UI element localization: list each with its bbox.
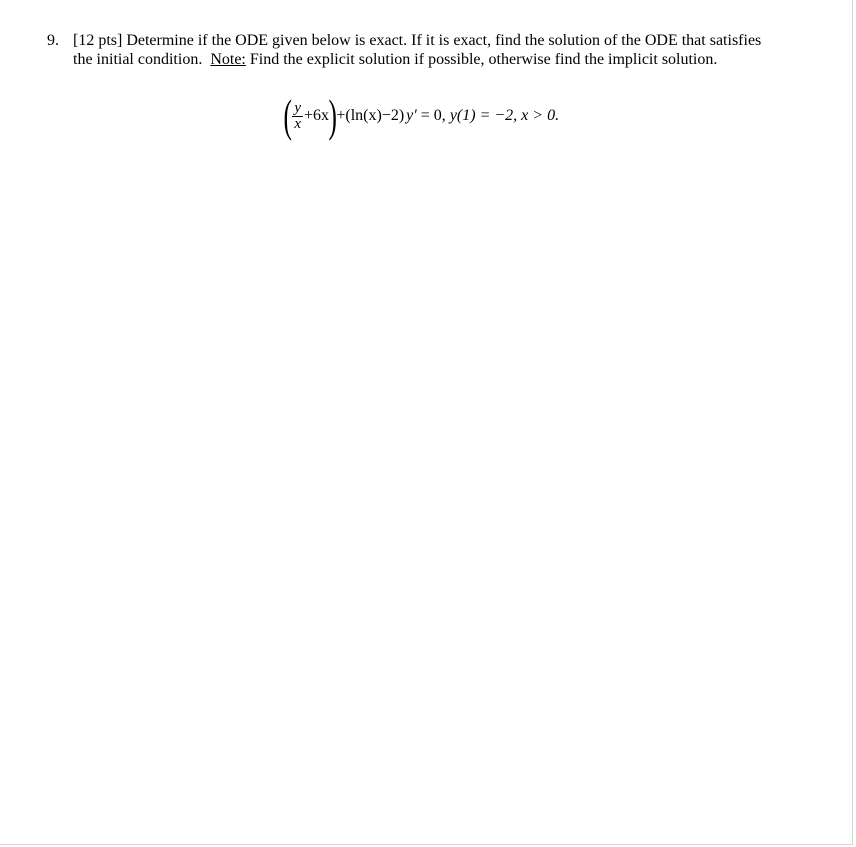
problem-text-line-2-end: Find the explicit solution if possible, otherwise find the implicit solution. (245, 51, 718, 68)
problem-line-2 (47, 50, 837, 69)
problem-statement (47, 31, 837, 69)
equals-zero: = 0, (416, 107, 450, 124)
question-number: 9. (47, 32, 59, 49)
ode-equation (284, 92, 559, 140)
y-prime: y′ (406, 107, 417, 124)
initial-condition: y(1) = −2, (449, 107, 522, 124)
fraction-y-over-x (292, 101, 303, 132)
left-paren: ( (283, 90, 292, 141)
problem-text-line-2-start: the initial condition. (73, 51, 211, 68)
domain-condition: x > 0. (521, 107, 560, 124)
problem-text-line-1: [12 pts] Determine if the ODE given below is exact. If it is exact, find the solution of the ODE that satisfies (73, 32, 762, 49)
term-6x: +6x (304, 107, 330, 124)
fraction-numerator: y (294, 99, 301, 116)
fraction-denominator: x (294, 115, 301, 132)
right-paren: ) (328, 90, 337, 141)
note-label: Note: (210, 51, 246, 68)
problem-line-1 (47, 31, 837, 50)
ln-term: +(ln(x)−2) (336, 107, 405, 124)
